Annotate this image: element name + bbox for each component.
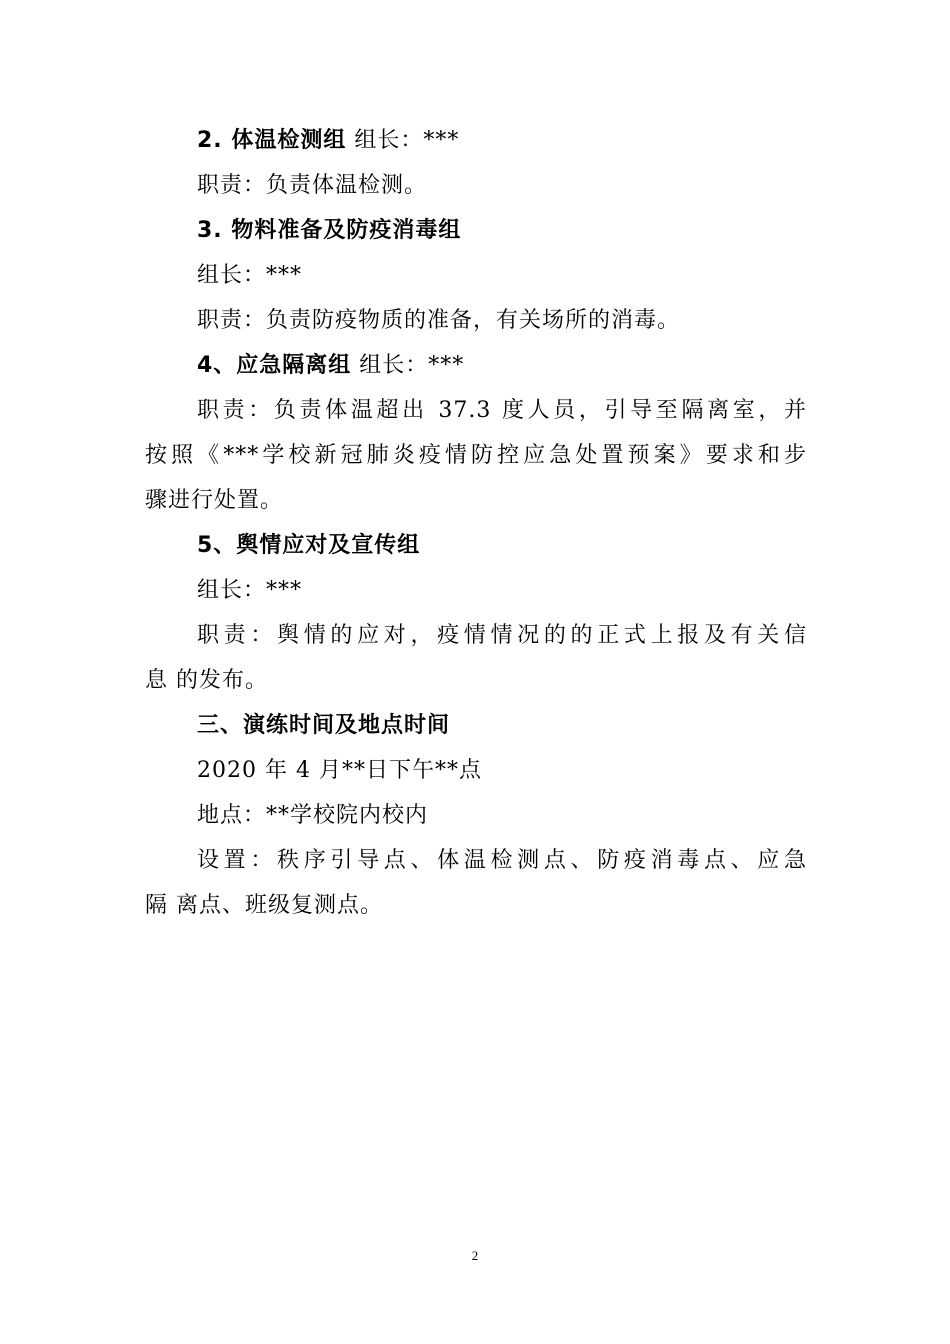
heading-text: 2. 体温检测组: [197, 128, 347, 153]
section-heading-time-location: 三、演练时间及地点时间: [197, 713, 451, 738]
paragraph-line: 息 的发布。: [145, 668, 268, 693]
section-heading-materials-group: 3. 物料准备及防疫消毒组: [197, 218, 462, 243]
heading-text: 4、应急隔离组: [197, 353, 352, 378]
paragraph-line: 按照《***学校新冠肺炎疫情防控应急处置预案》要求和步: [145, 443, 807, 468]
paragraph-line: 职责：负责防疫物质的准备，有关场所的消毒。: [197, 308, 681, 333]
section-heading-publicity-group: 5、舆情应对及宣传组: [197, 533, 421, 558]
section-heading-isolation-group: [197, 352, 807, 380]
paragraph-line: 隔 离点、班级复测点。: [145, 893, 383, 918]
leader-text: 组长：***: [351, 353, 465, 378]
section-heading-temperature-group: [197, 127, 807, 155]
page-number: 2: [471, 1248, 479, 1263]
paragraph-line: 职责：负责体温超出 37.3 度人员，引导至隔离室，并: [197, 398, 807, 423]
paragraph-line: 组长：***: [197, 578, 303, 603]
paragraph-line: 骤进行处置。: [145, 488, 284, 513]
paragraph-line: 职责：负责体温检测。: [197, 173, 428, 198]
paragraph-line: 组长：***: [197, 263, 303, 288]
paragraph-line: 地点：**学校院内校内: [197, 803, 429, 828]
paragraph-line: 职责：舆情的应对，疫情情况的的正式上报及有关信: [197, 623, 807, 648]
paragraph-line: 2020 年 4 月**日下午**点: [197, 758, 482, 783]
paragraph-line: 设置：秩序引导点、体温检测点、防疫消毒点、应急: [197, 848, 807, 873]
leader-text: 组长：***: [346, 128, 460, 153]
